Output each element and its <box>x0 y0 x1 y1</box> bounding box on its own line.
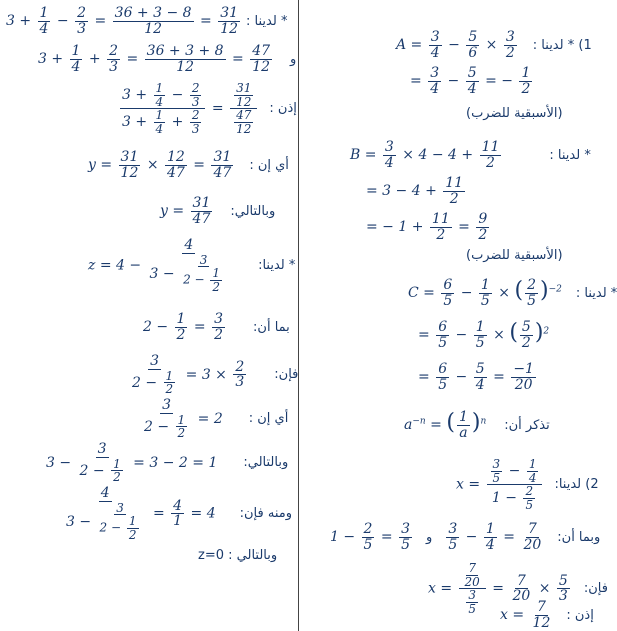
right-line-1 <box>396 30 592 60</box>
right-line-1-label: 1) * لدينا : <box>532 37 592 53</box>
left-line-9-expr: 3 2 − $\frac{1}{2}$ = 2 <box>144 397 223 441</box>
right-line-15 <box>500 600 594 630</box>
left-line-8-expr: 3 2 − $\frac{1}{2}$ = 3 × $\frac{2}{3}$ <box>132 353 245 397</box>
right-line-13-label: وبما أن: <box>557 529 601 545</box>
right-line-4-label: * لدينا : <box>549 147 591 163</box>
left-line-12 <box>198 548 277 563</box>
right-line-13-and: و <box>426 529 433 545</box>
right-line-13 <box>330 522 600 552</box>
right-line-9-expr: = $\frac{6}{5}$ − $\frac{1}{5}$ × ( $\frac{5}{2}$ )$^2$ <box>418 319 550 351</box>
right-line-14-expr: x = $\frac{\frac{7}{20}}{\frac{3}{5}}$ = $\frac{7}{20}$ × $\frac{5}{3}$ <box>428 561 568 616</box>
right-line-12 <box>456 458 599 511</box>
left-line-3-expr: 3 + $\frac{1}{4}$ − $\frac{2}{3}$ 3 + $\frac{1}{4}$ + $\frac{2}{3}$ = $\frac{\frac{31}{12}}{\frac{47}{12}}$ <box>118 82 259 135</box>
left-line-1 <box>6 6 287 36</box>
left-line-7-label: بما أن: <box>253 319 290 335</box>
right-line-13-expr-a: $\frac{3}{5}$ − $\frac{1}{4}$ = $\frac{7}{20}$ <box>448 521 542 553</box>
right-line-12-expr: x = $\frac{3}{5}$ − $\frac{1}{4}$ 1 − $\frac{2}{5}$ <box>456 458 544 511</box>
right-line-1-expr: A = $\frac{3}{4}$ − $\frac{5}{6}$ × $\frac{3}{2}$ <box>396 29 515 61</box>
left-line-2-label: و <box>290 51 297 67</box>
right-line-6 <box>366 212 491 242</box>
right-line-2-expr: = $\frac{3}{4}$ − $\frac{5}{4}$ = − $\frac{1}{2}$ <box>410 65 531 97</box>
left-line-8 <box>128 354 298 396</box>
right-line-11-label: تذكر أن: <box>504 417 550 433</box>
left-line-10-expr: 3 − 3 2 − $\frac{1}{2}$ = 3 − 2 = 1 <box>46 441 218 485</box>
left-line-12-label: وبالتالي : z=0 <box>198 548 278 563</box>
left-line-7 <box>143 312 290 342</box>
right-line-6-expr: = − 1 + $\frac{11}{2}$ = $\frac{9}{2}$ <box>366 211 488 243</box>
left-line-3 <box>118 82 297 135</box>
right-line-9 <box>418 320 549 350</box>
right-line-8-expr: C = $\frac{6}{5}$ − $\frac{1}{5}$ × ( $\frac{2}{5}$ )$^{-2}$ <box>408 277 562 309</box>
left-line-2 <box>38 44 296 74</box>
left-line-4-label: أي إن : <box>249 157 289 173</box>
right-line-3-note: (الأسبقية للضرب) <box>466 106 563 121</box>
right-line-8 <box>408 278 617 308</box>
right-line-11-expr: $a^{-n}$ = ( $\frac{1}{a}$ )$^n$ <box>404 409 487 441</box>
right-line-15-expr: x = $\frac{7}{12}$ <box>500 599 551 631</box>
left-line-6-expr: z = 4 − 4 3 − 3 2 − $\frac{1}{2}$ <box>88 237 221 294</box>
left-line-10 <box>46 442 288 484</box>
right-line-3 <box>466 106 563 121</box>
left-line-1-label: * لدينا : <box>246 13 288 29</box>
left-line-5-label: وبالتالي: <box>230 203 276 219</box>
column-divider <box>298 0 299 631</box>
left-line-5-expr: y = $\frac{31}{47}$ <box>160 195 211 227</box>
right-line-10 <box>418 362 538 392</box>
left-line-5 <box>160 196 275 226</box>
right-line-11 <box>404 410 550 440</box>
left-line-6-label: * لدينا: <box>258 258 296 274</box>
left-line-8-label: فإن: <box>274 367 299 383</box>
left-line-10-label: وبالتالي: <box>243 455 289 471</box>
right-line-5 <box>366 176 467 206</box>
left-line-11-label: ومنه فإن: <box>239 506 292 522</box>
right-line-4-expr: B = $\frac{3}{4}$ × 4 − 4 + $\frac{11}{2}$ <box>350 139 500 171</box>
left-line-3-label: إذن : <box>269 101 297 117</box>
right-line-7 <box>466 248 563 263</box>
right-line-4 <box>350 140 591 170</box>
left-line-9-label: أي إن : <box>248 411 289 427</box>
left-line-2-expr: 3 + $\frac{1}{4}$ + $\frac{2}{3}$ = $\frac{36 + 3 + 8}{12}$ = $\frac{47}{12}$ <box>38 43 271 75</box>
right-line-7-note: (الأسبقية للضرب) <box>466 248 563 263</box>
right-line-2 <box>410 66 534 96</box>
left-line-1-expr: 3 + $\frac{1}{4}$ − $\frac{2}{3}$ = $\frac{36 + 3 - 8}{12}$ = $\frac{31}{12}$ <box>6 5 239 37</box>
right-line-14-label: فإن: <box>583 581 608 597</box>
left-line-9 <box>140 398 288 440</box>
right-line-5-expr: = 3 − 4 + $\frac{11}{2}$ <box>366 175 464 207</box>
left-line-11-expr: 4 3 − 3 2 − $\frac{1}{2}$ = $\frac{4}{1}$ = 4 <box>66 485 216 542</box>
left-line-4 <box>88 150 289 180</box>
right-line-12-label: 2) لدينا: <box>554 477 599 493</box>
left-line-6 <box>88 238 295 293</box>
left-line-7-expr: 2 − $\frac{1}{2}$ = $\frac{3}{2}$ <box>143 311 224 343</box>
left-line-4-expr: y = $\frac{31}{12}$ × $\frac{12}{47}$ = $\frac{31}{47}$ <box>88 149 232 181</box>
left-line-11 <box>62 486 292 541</box>
right-line-13-expr-b: 1 − $\frac{2}{5}$ = $\frac{3}{5}$ <box>330 521 411 553</box>
right-line-15-label: إذن : <box>566 607 594 623</box>
right-line-8-label: * لدينا : <box>575 285 617 301</box>
right-line-10-expr: = $\frac{6}{5}$ − $\frac{5}{4}$ = $\frac{-1}{20}$ <box>418 361 534 393</box>
